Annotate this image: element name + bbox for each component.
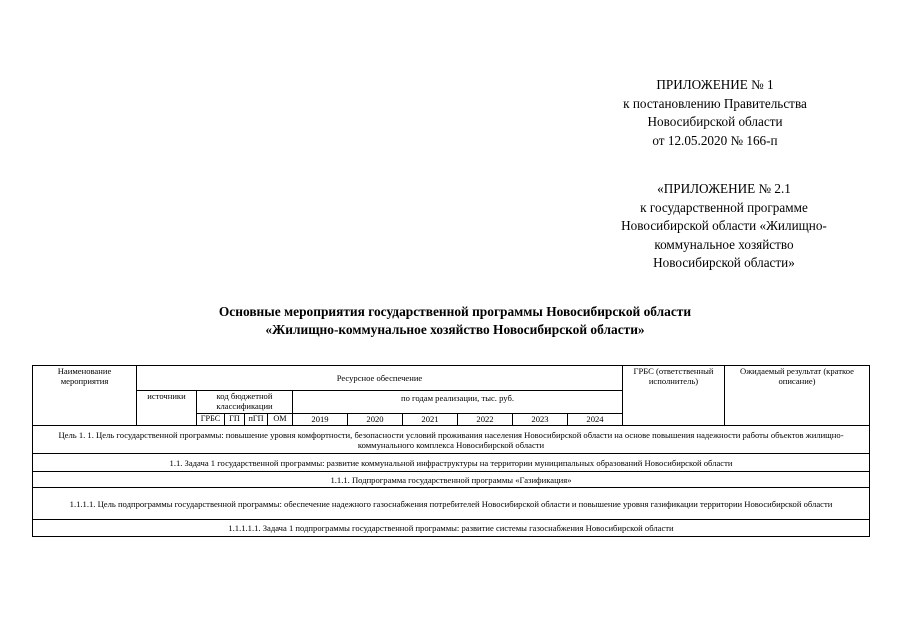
appendix-2-header [590, 180, 858, 273]
header-grbs: ГРБС (ответственный исполнитель) [623, 366, 725, 426]
header-resources-label: Ресурсное обеспечение [336, 373, 423, 383]
header-year-2022: 2022 [458, 414, 513, 426]
header-year-2021: 2021 [403, 414, 458, 426]
header-year-2023: 2023 [513, 414, 568, 426]
row-task: 1.1. Задача 1 государственной программы: развитие коммунальной инфраструктуры на территории муниципальных образований Новосибирской области [33, 454, 870, 472]
appendix-1-line: Новосибирской области [647, 114, 783, 129]
document-title [100, 303, 810, 339]
header-budget-code: код бюджетной классификации [197, 391, 293, 414]
appendix-2-line: «ПРИЛОЖЕНИЕ № 2.1 [657, 181, 791, 196]
appendix-2-line: Новосибирской области «Жилищно- [621, 218, 827, 233]
appendix-2-line: Новосибирской области» [653, 255, 795, 270]
measures-table [32, 365, 870, 537]
header-code-om: ОМ [268, 414, 293, 426]
title-line: «Жилищно-коммунальное хозяйство Новосибирской области» [265, 322, 645, 337]
header-result: Ожидаемый результат (краткое описание) [725, 366, 870, 426]
row-subprogram-goal: 1.1.1.1. Цель подпрограммы государственной программы: обеспечение надежного газоснабжения потребителей Новосибирской области и повышение уровня газификации территории Новосибирской области [33, 488, 870, 520]
header-code-gp: ГП [225, 414, 245, 426]
row-subprogram-task: 1.1.1.1.1. Задача 1 подпрограммы государственной программы: развитие системы газоснабжения Новосибирской области [33, 520, 870, 537]
header-code-grbs: ГРБС [197, 414, 225, 426]
header-sources: источники [137, 391, 197, 426]
header-code-pgp: пГП [245, 414, 268, 426]
row-subprogram: 1.1.1. Подпрограмма государственной программы «Газификация» [33, 472, 870, 488]
row-goal: Цель 1. 1. Цель государственной программы: повышение уровня комфортности, безопасности условий проживания населения Новосибирской области на основе повышения надежности работы объектов жилищно-коммунального комплекса Новосибирской области [33, 426, 870, 454]
header-name: Наименование мероприятия [33, 366, 137, 426]
appendix-1-line: к постановлению Правительства [623, 95, 807, 111]
header-by-years [293, 391, 623, 414]
header-by-years-label: по годам реализации, тыс. руб. [400, 393, 514, 403]
header-year-2019: 2019 [293, 414, 348, 426]
appendix-1-line: от 12.05.2020 № 166-п [652, 132, 778, 148]
appendix-2-line: коммунальное хозяйство [654, 236, 794, 252]
appendix-1-line: ПРИЛОЖЕНИЕ № 1 [656, 77, 774, 92]
header-resources [137, 366, 623, 391]
appendix-2-line: к государственной программе [640, 199, 808, 215]
header-year-2024: 2024 [568, 414, 623, 426]
header-year-2020: 2020 [348, 414, 403, 426]
appendix-1-header [585, 76, 845, 150]
title-line: Основные мероприятия государственной программы Новосибирской области [218, 304, 692, 319]
